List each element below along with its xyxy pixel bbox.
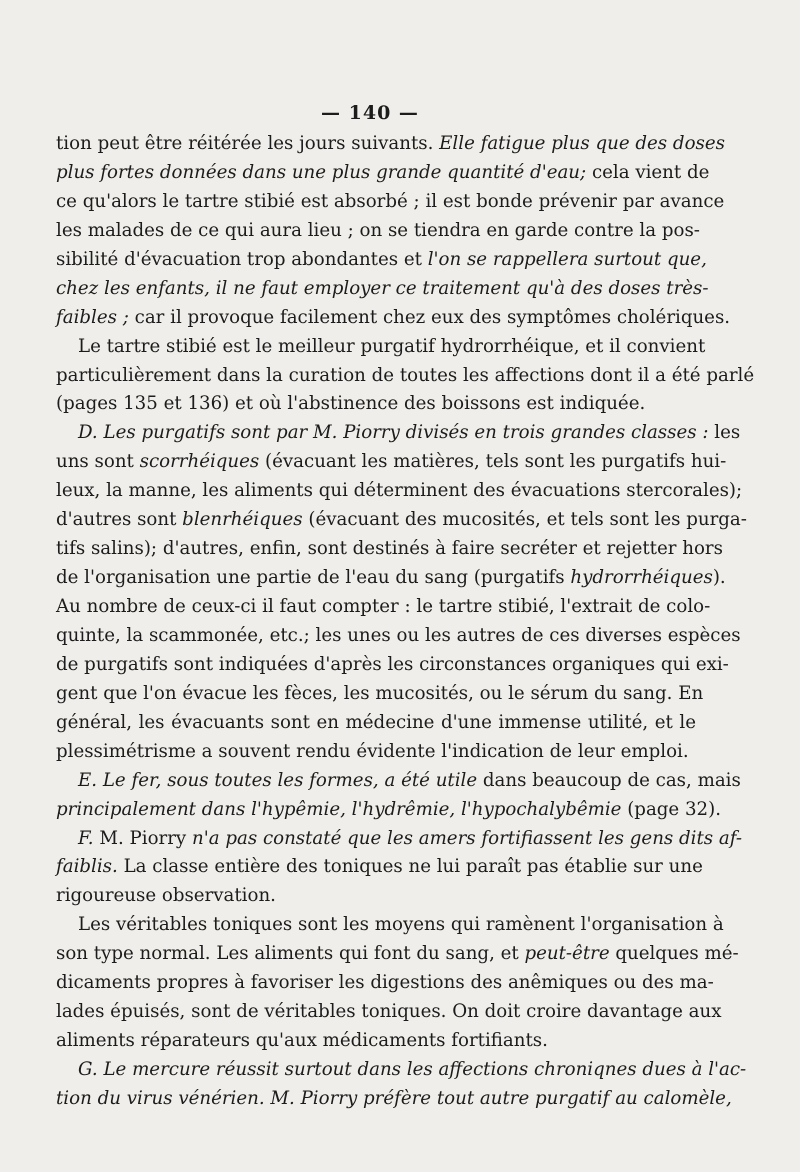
text-segment: ce qu'alors le tartre stibié est absorbé ; il est bonde prévenir par avance — [56, 190, 725, 212]
text-line — [56, 159, 710, 188]
text-segment: La classe entière des toniques ne lui paraît pas établie sur une — [117, 856, 703, 878]
text-line — [56, 477, 743, 506]
text-line — [56, 738, 696, 767]
text-line — [56, 622, 741, 651]
text-segment: plessimétrisme a souvent rendu évidente l'indication de leur emploi. — [56, 740, 689, 762]
text-segment: lades épuisés, sont de véritables toniques. On doit croire davantage aux — [56, 1001, 722, 1023]
text-segment: (page 32). — [621, 798, 721, 820]
text-line — [56, 1027, 696, 1056]
text-line — [56, 796, 721, 825]
text-segment: aliments réparateurs qu'aux médicaments fortifiants. — [56, 1030, 548, 1052]
text-segment: tifs salins); d'autres, enfin, sont destinés à faire secréter et rejetter hors — [56, 538, 723, 560]
text-segment: son type normal. Les aliments qui font du sang, et — [56, 943, 525, 965]
text-segment: M. Piorry — [93, 827, 192, 849]
text-line — [56, 217, 700, 246]
text-line — [56, 535, 723, 564]
text-line — [56, 390, 696, 419]
italic-text: E. Le fer, sous toutes les formes, a été utile — [78, 769, 478, 791]
text-segment: de l'organisation une partie de l'eau du sang (purgatifs — [56, 567, 571, 589]
text-line — [56, 275, 709, 304]
text-line — [56, 593, 711, 622]
text-line — [56, 709, 696, 738]
italic-text: tion du virus vénérien. M. Piorry préfère tout autre purgatif — [56, 1087, 610, 1109]
text-line — [56, 419, 741, 448]
italic-text: blenrhéiques — [182, 509, 303, 531]
text-segment: général, les évacuants sont en médecine d'une immense utilité, et le — [56, 711, 696, 733]
text-line — [56, 825, 742, 854]
text-line — [56, 680, 704, 709]
text-segment: les — [708, 422, 741, 444]
italic-text: principalement dans l'hypêmie, l'hydrêmie, l'hypochalybêmie — [56, 798, 622, 820]
text-line — [56, 333, 706, 362]
text-segment: gent que l'on évacue les fèces, les mucosités, ou le sérum du sang. En — [56, 682, 704, 704]
italic-text: l'on se rappellera surtout que, — [427, 248, 707, 270]
text-segment: particulièrement dans la curation de toutes les affections dont il a été parlé — [56, 364, 755, 386]
text-line — [56, 130, 725, 159]
italic-text: faibles ; — [56, 306, 129, 328]
italic-text: chez les enfants, il ne faut employer ce traitement qu'à des doses très- — [56, 277, 709, 299]
text-segment: car il provoque facilement chez eux des symptômes cholériques. — [128, 306, 731, 328]
text-line — [56, 246, 707, 275]
text-segment: quelques mé- — [609, 943, 739, 965]
text-segment: sibilité d'évacuation trop abondantes et — [56, 248, 428, 270]
text-line — [56, 1056, 747, 1085]
text-line — [56, 448, 727, 477]
italic-text: hydrorrhéiques — [570, 567, 713, 589]
italic-text: Elle fatigue plus que des doses — [439, 133, 725, 154]
text-line — [56, 911, 724, 940]
text-segment: (pages 135 et 136) et où l'abstinence des boissons est indiquée. — [56, 393, 646, 415]
italic-text: scorrhéiques — [139, 451, 260, 473]
text-segment: dicaments propres à favoriser les digestions des anêmiques ou des ma- — [56, 972, 714, 994]
text-line — [56, 564, 726, 593]
text-segment: (évacuant des mucosités, et tels sont les purga- — [302, 509, 747, 531]
italic-text: faiblis. — [56, 856, 118, 878]
text-segment: (évacuant les matières, tels sont les purgatifs hui- — [259, 451, 727, 473]
text-line — [56, 304, 731, 333]
text-segment: Le tartre stibié est le meilleur purgatif hydrorrhéique, et il convient — [78, 335, 706, 357]
text-segment: quinte, la scammonée, etc.; les unes ou les autres de ces diverses espèces — [56, 624, 741, 646]
italic-text: peut-être — [524, 943, 610, 965]
italic-text: G. Le mercure réussit surtout dans les affections chroniqnes dues à l'ac- — [78, 1059, 747, 1080]
text-segment: dans beaucoup de cas, mais — [477, 769, 741, 791]
text-segment: rigoureuse observation. — [56, 885, 276, 907]
text-segment: uns sont — [56, 451, 140, 473]
text-segment: les malades de ce qui aura lieu ; on se tiendra en garde contre la pos- — [56, 219, 700, 241]
text-line — [56, 998, 722, 1027]
text-line — [56, 506, 747, 535]
text-line — [56, 651, 729, 680]
text-segment: Au nombre de ceux-ci il faut compter : le tartre stibié, l'extrait de colo- — [56, 596, 711, 617]
text-segment: ). — [712, 567, 726, 589]
text-segment: cela vient de — [586, 161, 710, 183]
italic-text: au calomèle, — [615, 1087, 732, 1109]
page-number: — 140 — — [321, 102, 419, 124]
text-line — [56, 362, 755, 391]
text-line — [56, 188, 725, 217]
italic-text: F. — [78, 827, 94, 849]
italic-text: D. Les purgatifs sont par M. Piorry divisés en trois grandes classes : — [78, 422, 709, 444]
text-line — [56, 1085, 732, 1114]
text-line — [56, 853, 703, 882]
text-line — [56, 882, 696, 911]
text-segment: leux, la manne, les aliments qui déterminent des évacuations stercorales); — [56, 480, 743, 502]
text-line — [56, 940, 739, 969]
text-line — [56, 969, 714, 998]
text-segment: Les véritables toniques sont les moyens qui ramènent l'organisation à — [78, 914, 724, 936]
text-segment: d'autres sont — [56, 509, 183, 531]
text-line — [56, 767, 741, 796]
text-segment: de purgatifs sont indiquées d'après les circonstances organiques qui exi- — [56, 653, 729, 675]
text-segment: tion peut être réitérée les jours suivants. — [56, 133, 440, 154]
italic-text: n'a pas constaté que les amers fortifiassent les gens dits af- — [192, 827, 742, 849]
italic-text: plus fortes données dans une plus grande quantité d'eau; — [56, 161, 587, 183]
body-text — [56, 130, 755, 1114]
